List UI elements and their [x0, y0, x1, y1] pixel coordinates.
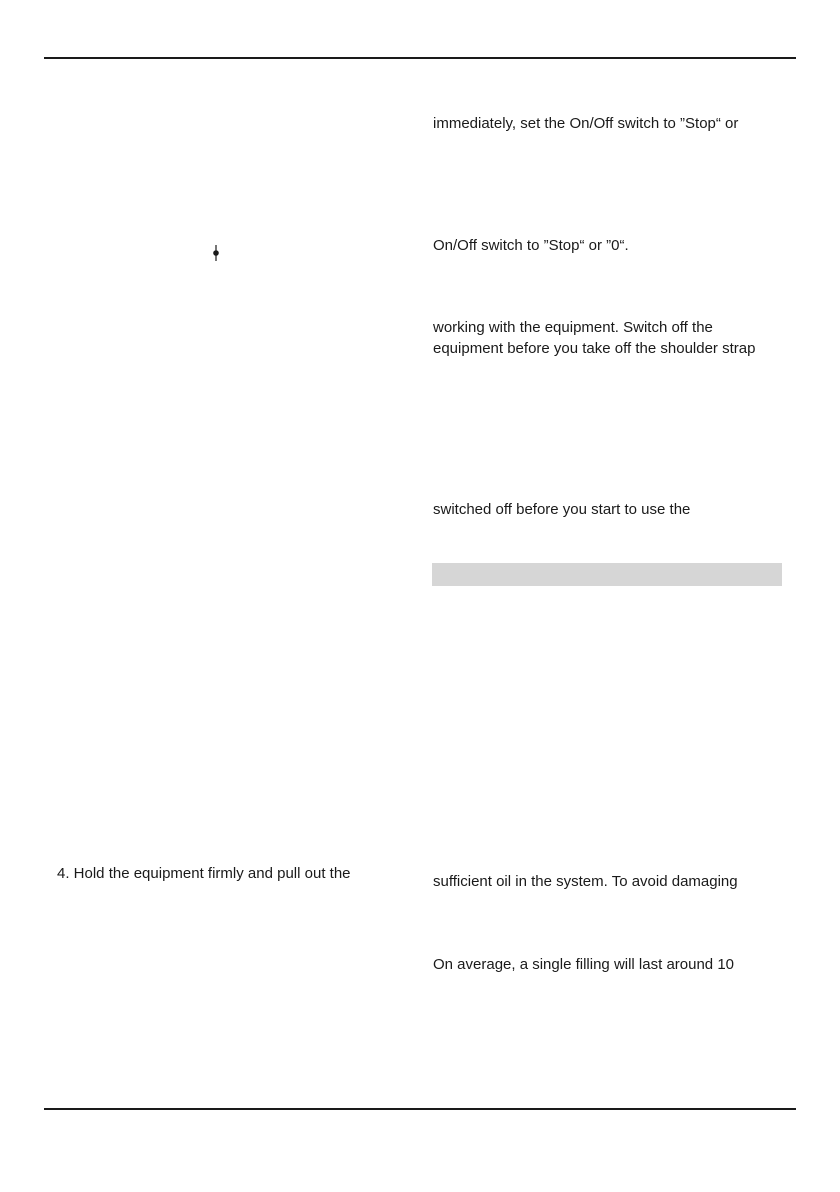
right-text-line: switched off before you start to use the: [433, 501, 691, 518]
footer-rule: [44, 1108, 796, 1110]
header-rule: [44, 57, 796, 59]
pin-marker-icon: [211, 244, 221, 262]
right-text-line: immediately, set the On/Off switch to ”Stop“ or: [433, 115, 739, 132]
right-text-line: equipment before you take off the shoulder strap: [433, 340, 756, 357]
right-text-line: On average, a single filling will last around 10: [433, 956, 735, 973]
step-4-text: 4. Hold the equipment firmly and pull out the: [57, 865, 351, 882]
right-text-line: working with the equipment. Switch off the: [433, 319, 713, 336]
right-text-line: On/Off switch to ”Stop“ or ”0“.: [433, 237, 629, 254]
right-text-line: sufficient oil in the system. To avoid damaging: [433, 873, 738, 890]
section-heading-bar: [432, 563, 782, 586]
